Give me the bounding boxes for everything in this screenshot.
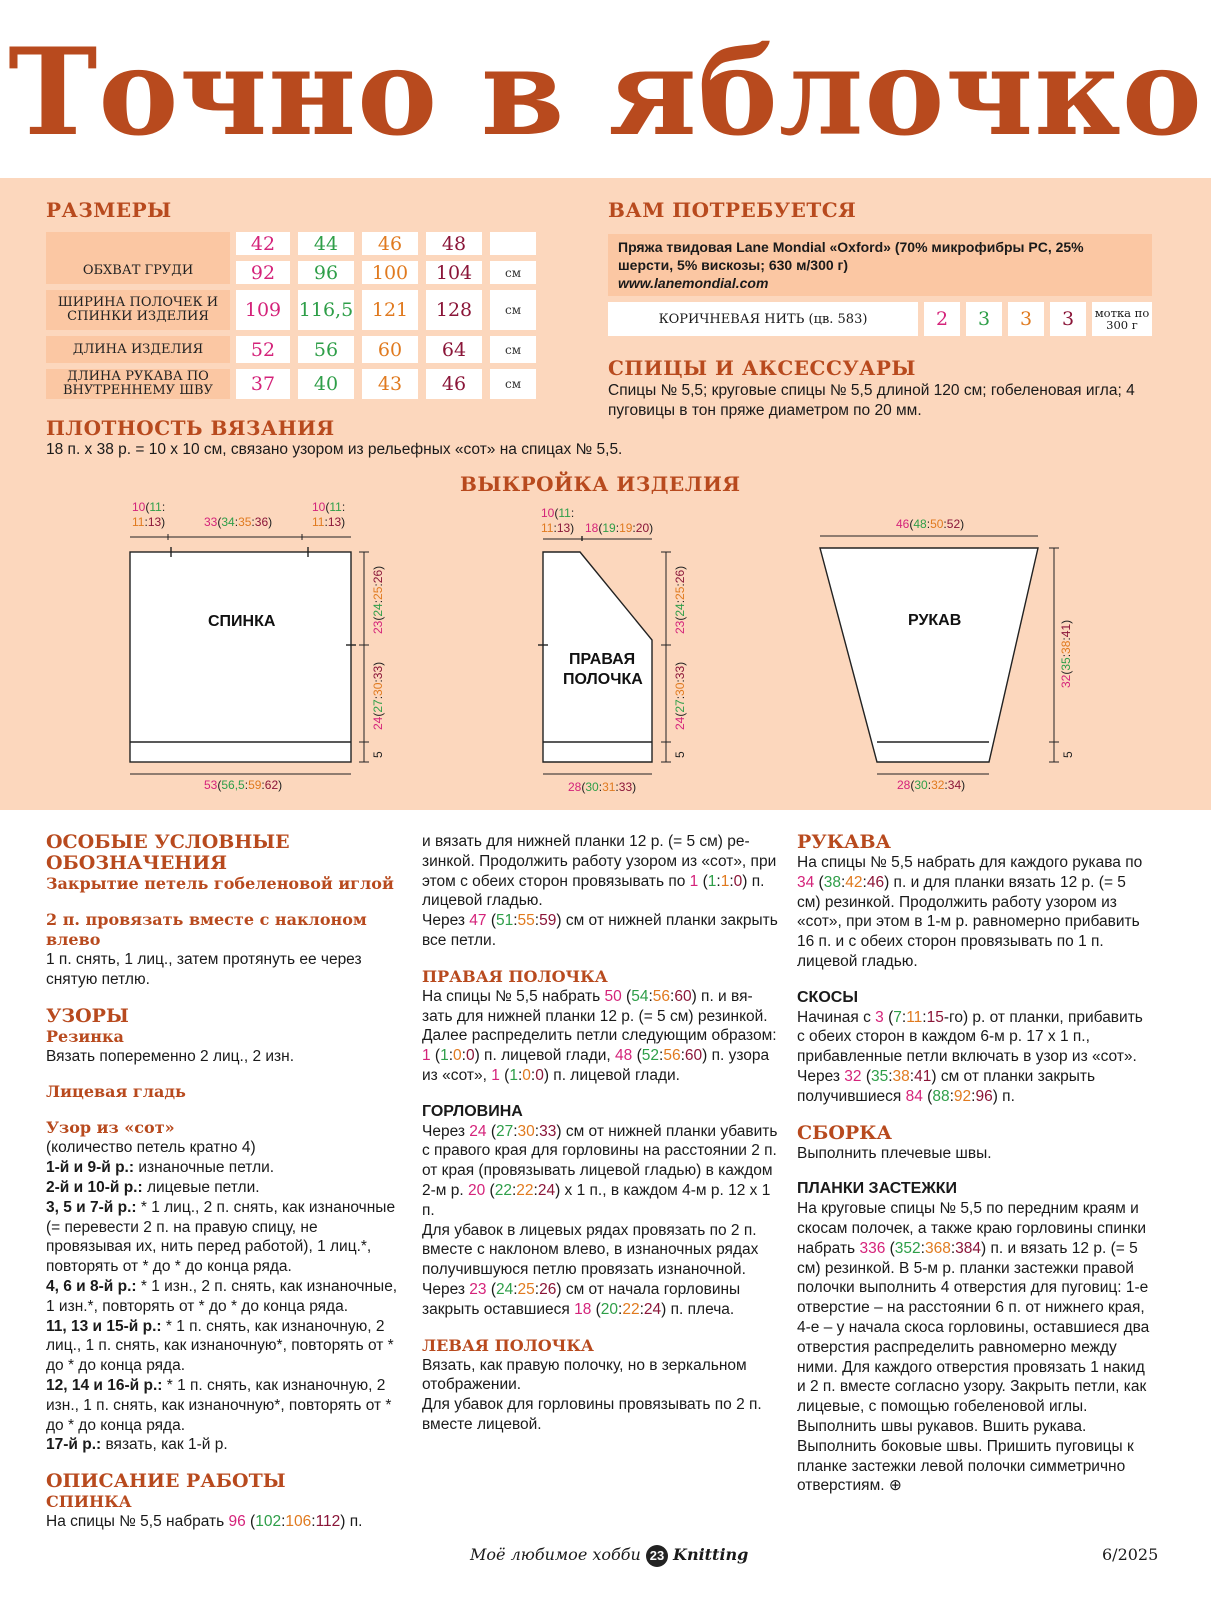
skein-44: 3: [966, 302, 1002, 336]
page-number: 23: [646, 1545, 668, 1567]
needles-text: Спицы № 5,5; круговые спицы № 5,5 длиной 120 см; гобеленовая игла; 4 пуговицы в тон пряже диаметром по 20 мм.: [608, 382, 1135, 419]
chest-46: 100: [362, 261, 418, 284]
row-label: ОБХВАТ ГРУДИ: [46, 232, 230, 284]
front-neck-dim: 18(19:19:20): [585, 521, 654, 535]
front-piece: [538, 536, 652, 762]
size-46: 46: [362, 232, 418, 255]
gauge-text: 18 п. х 38 р. = 10 х 10 см, связано узором из рельефных «сот» на спицах № 5,5.: [46, 441, 623, 458]
width-48: 128: [426, 290, 482, 330]
back-piece: [130, 547, 356, 762]
sleeve-label: РУКАВ: [908, 612, 962, 629]
back-shoulder-dim: 10(11: 11:13): [132, 500, 166, 529]
length-44: 56: [298, 336, 354, 363]
row-label: ДЛИНА РУКАВА ПО ВНУТРЕННЕМУ ШВУ: [46, 369, 230, 399]
front-label-2: ПОЛОЧКА: [563, 671, 643, 688]
sizes-heading: РАЗМЕРЫ: [46, 198, 172, 222]
front-armhole-dim: 23(24:25:26): [673, 565, 687, 634]
yarn-url: www.lanemondial.com: [618, 275, 769, 291]
end-icon: ⊕: [888, 1477, 902, 1495]
materials-heading: ВАМ ПОТРЕБУЕТСЯ: [608, 198, 857, 222]
sleeve-42: 37: [236, 369, 290, 399]
back-armhole-dim: 23(24:25:26): [371, 565, 385, 634]
skein-48: 3: [1050, 302, 1086, 336]
unit: см: [490, 369, 536, 399]
column-2: и вязать для нижней планки 12 р. (= 5 см) резинкой. Продолжить работу узором из «сот», при этом с обеих сторон провязывать по 1 (1:1:0) п. лицевой гладью. Через 47 (51:55:59) см от нижней планки закрыть все петли. ПРАВАЯ ПОЛОЧКА На спицы № 5,5 набрать 50 (54:56:60) п. и вязать для нижней планки 12 р. (= 5 см) резинкой. Далее распределить петли следующим образом: 1 (1:0:0) п. лицевой глади, 48 (52:56:60) п. узора из «сот», 1 (1:0:0) п. лицевой глади. ГОРЛОВИНА Через 24 (27:30:33) см от нижней планки убавить с правого края для горловины на расстоянии 2 п. от края (провязывать лицевой гладью) в каждом 2-м р. 20 (22:22:24) х 1 п., в каждом 4-м р. 12 х 1 п. Для убавок в лицевых рядах провязать по 2 п. вместе с наклоном влево, в изнаночных рядах получившуюся петлю провязать изнаночной. Через 23 (24:25:26) см от начала горловины закрыть оставшиеся 18 (20:22:24) п. плеча. ЛЕВАЯ ПОЛОЧКА Вязать, как правую полочку, но в зеркальном отображении. Для убавок для горловины провязывать по 2 п. вместе лицевой.: [422, 833, 778, 1433]
sleeve-48: 46: [426, 369, 482, 399]
back-shoulder-dim-right: 10(11: 11:13): [312, 500, 346, 529]
sleeve-46: 43: [362, 369, 418, 399]
yarn-color: КОРИЧНЕВАЯ НИТЬ (цв. 583): [608, 302, 918, 336]
chest-42: 92: [236, 261, 290, 284]
sleeve-top-dim: 46(48:50:52): [896, 517, 965, 531]
sleeve-bottom-dim: 28(30:32:34): [897, 778, 966, 792]
front-label-1: ПРАВАЯ: [569, 651, 636, 668]
unit: см: [490, 261, 536, 284]
width-46: 121: [362, 290, 418, 330]
skein-42: 2: [924, 302, 960, 336]
sleeve-rib-dim: 5: [1061, 751, 1075, 758]
back-width-dim: 53(56,5:59:62): [204, 778, 283, 792]
sleeve-piece: [820, 548, 1038, 762]
chest-44: 96: [298, 261, 354, 284]
size-42: 42: [236, 232, 290, 255]
width-42: 109: [236, 290, 290, 330]
column-1: ОСОБЫЕ УСЛОВНЫЕ ОБОЗНАЧЕНИЯ Закрытие петель гобеленовой иглой 2 п. провязать вместе с наклоном влево 1 п. снять, 1 лиц., затем протянуть ее через снятую петлю. УЗОРЫ Резинка Вязать попеременно 2 лиц., 2 изн. Лицевая гладь Узор из «сот» (количество петель кратно 4) 1-й и 9-й р.: изнаночные петли. 2-й и 10-й р.: лицевые петли. 3, 5 и 7-й р.: * 1 лиц., 2 п. снять, как изнаночные (= перевести 2 п. на правую спицу, не провязывая их, нить перед работой), 1 лиц.*, повторять от * до * до конца ряда. 4, 6 и 8-й р.: * 1 изн., 2 п. снять, как изнаночные, 1 изн.*, повторять от * до * до конца ряда. 11, 13 и 15-й р.: * 1 п. снять, как изнаночную, 2 лиц., 1 п. снять, как изнаночную*, повторять от * до * до конца ряда. 12, 14 и 16-й р.: * 1 п. снять, как изнаночную, 2 изн., 1 п. снять, как изнаночную*, повторять от * до * до конца ряда. 17-й р.: вязать, как 1-й р. ОПИСАНИЕ РАБОТЫ СПИНКА На спицы № 5,5 набрать 96 (102:106:112) п.: [46, 831, 398, 1531]
footer-brand: [470, 1545, 748, 1567]
magazine-name: Моё любимое хобби: [470, 1545, 641, 1564]
skein-unit: мотка по 300 г: [1092, 302, 1152, 336]
sleeve-length-dim: 32(35:38:41): [1059, 619, 1073, 688]
chest-48: 104: [426, 261, 482, 284]
row-label: ДЛИНА ИЗДЕЛИЯ: [46, 336, 230, 363]
skein-46: 3: [1008, 302, 1044, 336]
front-shoulder-dim: 10(11: 11:13): [541, 506, 575, 535]
back-rib-dim: 5: [371, 751, 385, 758]
row-label: ШИРИНА ПОЛОЧЕК И СПИНКИ ИЗДЕЛИЯ: [46, 290, 230, 330]
gauge-heading: ПЛОТНОСТЬ ВЯЗАНИЯ: [46, 416, 335, 440]
size-44: 44: [298, 232, 354, 255]
unit: см: [490, 336, 536, 363]
size-48: 48: [426, 232, 482, 255]
yarn-description: Пряжа твидовая Lane Mondial «Oxford» (70% микрофибры PC, 25% шерсти, 5% вискозы; 630 м/300 г): [618, 239, 1084, 273]
length-48: 64: [426, 336, 482, 363]
front-side-dim: 24(27:30:33): [673, 661, 687, 730]
length-42: 52: [236, 336, 290, 363]
back-side-dim: 24(27:30:33): [371, 661, 385, 730]
front-width-dim: 28(30:31:33): [568, 780, 637, 794]
pattern-heading: ВЫКРОЙКА ИЗДЕЛИЯ: [460, 472, 741, 496]
length-46: 60: [362, 336, 418, 363]
front-rib-dim: 5: [673, 751, 687, 758]
column-3: РУКАВА На спицы № 5,5 набрать для каждого рукава по 34 (38:42:46) п. и для планки вязать 12 р. (= 5 см) резинкой. Продолжить работу узором из «сот», при этом в 1-м р. равномерно прибавить 16 п. и с обеих сторон провязывать по 1 п. лицевой гладью. СКОСЫ Начиная с 3 (7:11:15-го) р. от планки, прибавить с обеих сторон в каждом 6-м р. 17 х 1 п., прибавленные петли включать в узор из «сот». Через 32 (35:38:41) см от планки закрыть получившиеся 84 (88:92:96) п. СБОРКА Выполнить плечевые швы. ПЛАНКИ ЗАСТЕЖКИ На круговые спицы № 5,5 по передним краям и скосам полочек, а также краю горловины спинки набрать 336 (352:368:384) п. и вязать 12 р. (= 5 см) резинкой. В 5-м р. планки застежки правой полочки выполнить 4 отверстия для пуговиц: 1-е отверстие – на расстоянии 6 п. от нижнего края, 4-е – у начала скоса горловины, оставшиеся два отверстия распределить равномерно между ними. Для каждого отверстия провязать 1 накид и 2 п. вместе согласно узору. Закрыть петли, как лицевые, с помощью гобеленовой иглы. Выполнить швы рукавов. Вшить рукава. Выполнить боковые швы. Пришить пуговицы к планке застежки левой полочки симметрично отверстиям. ⊕: [797, 831, 1150, 1495]
page-title: Точно в яблочко: [8, 22, 1203, 163]
width-44: 116,5: [298, 290, 354, 330]
issue-number: 6/2025: [1102, 1545, 1159, 1564]
needles-heading: СПИЦЫ И АКСЕССУАРЫ: [608, 356, 916, 380]
back-label: СПИНКА: [208, 613, 276, 630]
back-neck-dim: 33(34:35:36): [204, 515, 273, 529]
sleeve-44: 40: [298, 369, 354, 399]
unit: см: [490, 290, 536, 330]
section-name: Knitting: [673, 1545, 749, 1564]
